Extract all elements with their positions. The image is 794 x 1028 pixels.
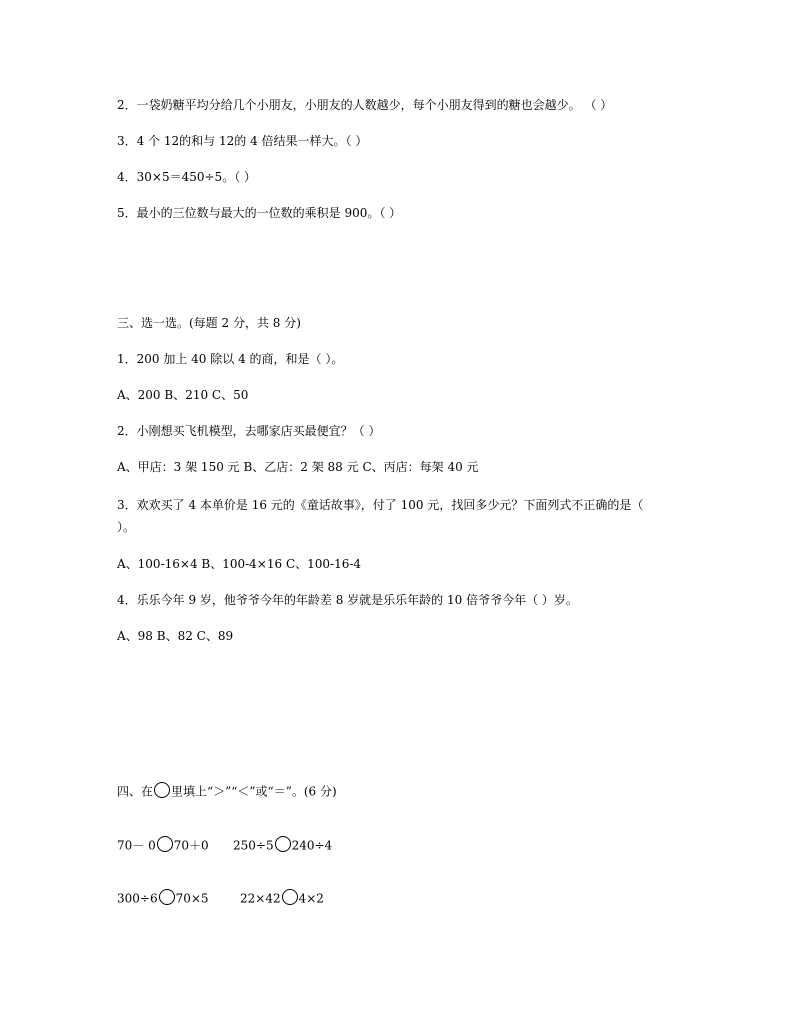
compare-2b-left: 22×42 [240, 891, 281, 906]
compare-row-2 [117, 891, 209, 907]
compare-row-2b [240, 891, 324, 907]
section-three-heading: 三、选一选。(每题 2 分，共 8 分) [117, 316, 301, 330]
compare-row-1b [233, 838, 332, 854]
choose-question-1-options: A、200 B、210 C、50 [117, 388, 249, 402]
compare-2a-right: 70×5 [175, 891, 209, 906]
section-four-heading [117, 784, 337, 800]
compare-1b-left: 250÷5 [233, 838, 274, 853]
choose-question-4-options: A、98 B、82 C、89 [117, 629, 234, 643]
compare-1b-circle[interactable] [275, 836, 291, 852]
compare-2b-right: 4×2 [298, 891, 324, 906]
choose-question-3-line2: ）。 [117, 520, 136, 534]
compare-1a-left: 70－ 0 [117, 838, 156, 853]
section-four-heading-before: 四、在 [117, 784, 154, 799]
compare-1a-circle[interactable] [157, 836, 173, 852]
choose-question-4: 4．乐乐今年 9 岁，他爷爷今年的年龄差 8 岁就是乐乐年龄的 10 倍爷爷今年（ ）岁。 [117, 593, 578, 607]
choose-question-1: 1．200 加上 40 除以 4 的商，和是（ ）。 [117, 352, 344, 366]
compare-2a-circle[interactable] [159, 889, 175, 905]
choose-question-3-options: A、100-16×4 B、100-4×16 C、100-16-4 [117, 557, 362, 571]
judge-question-3: 3．4 个 12的和与 12的 4 倍结果一样大。（ ） [117, 134, 368, 148]
choose-question-2: 2．小刚想买飞机模型，去哪家店买最便宜？（ ） [117, 424, 381, 438]
section-four-heading-after: 里填上“＞”“＜”或“＝”。(6 分) [171, 784, 337, 799]
judge-question-5: 5．最小的三位数与最大的一位数的乘积是 900。（ ） [117, 206, 402, 220]
compare-row-1 [117, 838, 209, 854]
compare-2b-circle[interactable] [282, 889, 298, 905]
blank-circle[interactable] [154, 782, 170, 798]
compare-1b-right: 240÷4 [291, 838, 333, 853]
judge-question-4: 4．30×5＝450÷5。（ ） [117, 170, 257, 184]
compare-1a-right: 70＋0 [173, 838, 209, 853]
choose-question-2-options: A、甲店：3 架 150 元 B、乙店：2 架 88 元 C、丙店：每架 40 元 [117, 460, 479, 474]
choose-question-3-line1: 3．欢欢买了 4 本单价是 16 元的《童话故事》，付了 100 元，找回多少元？下面列式不正确的是（ [117, 498, 644, 512]
judge-question-2: 2．一袋奶糖平均分给几个小朋友，小朋友的人数越少，每个小朋友得到的糖也会越少。 （ ） [117, 98, 613, 112]
compare-2a-left: 300÷6 [117, 891, 158, 906]
